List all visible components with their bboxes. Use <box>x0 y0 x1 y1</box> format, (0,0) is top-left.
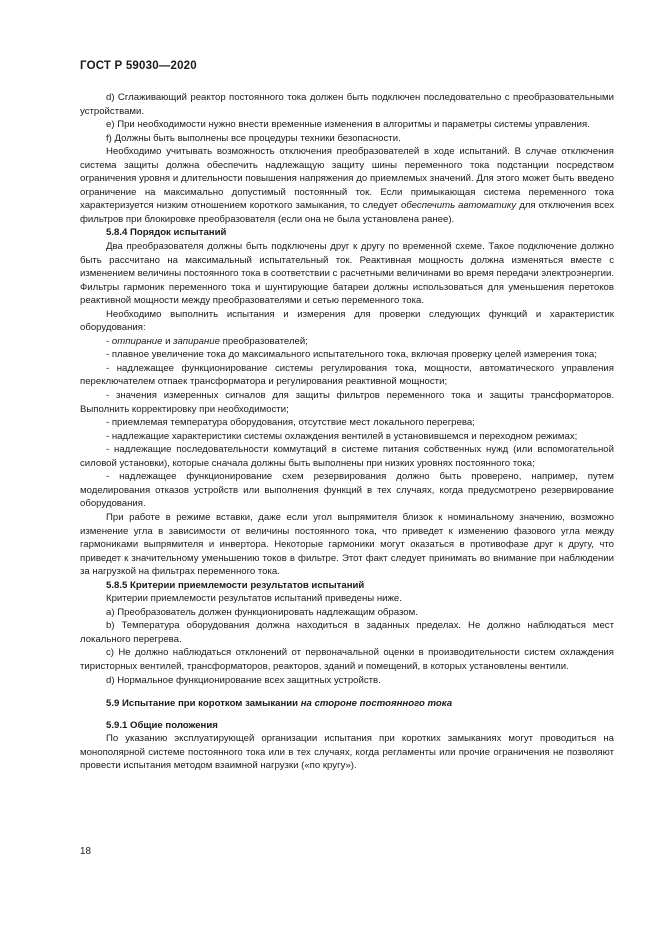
page-number: 18 <box>80 846 91 857</box>
paragraph-converter-disconnection <box>80 145 614 226</box>
list-item: - плавное увеличение тока до максимального испытательного тока, включая проверку целей измерения тока; <box>106 349 597 361</box>
document-header: ГОСТ Р 59030—2020 <box>80 60 197 72</box>
section-title: Критерии приемлемости результатов испытаний <box>130 579 365 591</box>
criteria-item-c: c) Не должно наблюдаться отклонений от первоначальной оценки в производительности систем охлаждения тиристорных вентилей, трансформаторов, реакторов, зданий и помещений, в которых установлены вентили. <box>80 647 614 672</box>
section-number: 5.8.5 <box>106 579 128 591</box>
section-heading-5-9-1 <box>80 719 614 733</box>
paragraph-criteria-intro: Критерии приемлемости результатов испытаний приведены ниже. <box>106 593 402 605</box>
section-title: Общие положения <box>130 719 218 731</box>
list-item: - надлежащее функционирование схем резервирования должно быть проверено, например, путем моделирования отказов устройств или выполнения функций в тех случаях, когда предусмотрено резервирование оборудования. <box>80 471 614 510</box>
document-body <box>80 91 614 773</box>
list-item: - значения измеренных сигналов для защиты фильтров переменного тока и защиты трансформаторов. Выполнить корректировку при необходимости; <box>80 390 614 415</box>
text-run: преобразователей; <box>219 335 308 347</box>
section-number: 5.9 <box>106 698 120 710</box>
text-run: Необходимо учитывать возможность отключения преобразователей в ходе испытаний. В случае отключения система защиты должна обеспечить надлежащую защиту шины переменного тока подстанции посредством ограничения уровня и длительности повышения напряжения до приемлемых значений. Для этого может быть введено ограничение на максимально допустимый постоянный ток. Если примыкающая система переменного тока характеризуется низким отношением короткого замыкания, то следует <box>80 146 614 212</box>
section-title: Порядок испытаний <box>130 227 227 239</box>
list-item: - приемлемая температура оборудования, отсутствие мест локального перегрева; <box>106 417 475 429</box>
section-title-emphasis: на стороне постоянного тока <box>300 698 453 710</box>
criteria-item-d: d) Нормальное функционирование всех защитных устройств. <box>106 674 381 686</box>
criteria-item-a: a) Преобразователь должен функционировать надлежащим образом. <box>106 606 418 618</box>
paragraph-test-functions-intro: Необходимо выполнить испытания и измерения для проверки следующих функций и характеристик оборудования: <box>80 308 614 334</box>
section-heading-5-8-5 <box>80 579 614 593</box>
section-title: Испытание при коротком замыкании <box>122 698 299 710</box>
text-run: для отключения всех фильтров при блокировке преобразователя (если она не была установлена ранее). <box>80 200 614 225</box>
emphasis-text: обеспечить автоматику <box>400 200 517 212</box>
section-heading-5-8-4 <box>80 226 614 240</box>
criteria-item-b: b) Температура оборудования должна находиться в заданных пределах. Не должно наблюдаться мест локального перегрева. <box>80 620 614 645</box>
paragraph-item-d: d) Сглаживающий реактор постоянного тока должен быть подключен последовательно с преобразовательными устройствами. <box>80 92 614 117</box>
list-item: - надлежащее функционирование системы регулирования тока, мощности, автоматического управления переключателем отпаек трансформатора и регулирования реактивной мощности; <box>80 362 614 388</box>
emphasis-text: отпирание <box>111 335 163 347</box>
paragraph-item-f: f) Должны быть выполнены все процедуры техники безопасности. <box>106 132 401 144</box>
text-run: и <box>162 335 174 347</box>
section-heading-5-9 <box>80 697 614 711</box>
list-item <box>80 335 614 349</box>
paragraph-short-circuit-general: По указанию эксплуатирующей организации испытания при коротких замыканиях могут проводиться на монополярной системе постоянного тока или в тех случаях, когда регламенты или прочие ограничения не позволяют провести испытания методом взаимной нагрузки («по кругу»). <box>80 733 614 772</box>
list-item: - надлежащие последовательности коммутаций в системе питания собственных нужд (или вспомогательной силовой установки), которые сначала должны быть выполнены при низких уровнях постоянного тока; <box>80 444 614 469</box>
section-number: 5.9.1 <box>106 719 128 731</box>
list-dash: - <box>106 335 112 347</box>
list-item: - надлежащие характеристики системы охлаждения вентилей в установившемся и переходном режимах; <box>106 430 578 442</box>
section-number: 5.8.4 <box>106 227 128 239</box>
paragraph-insertion-mode: При работе в режиме вставки, даже если угол выпрямителя близок к номинальному значению, возможно изменение угла в зависимости от величины постоянного тока, что приведет к изменению фазового угла между гармониками выпрямителя и инвертора. Некоторые гармоники могут оказаться в противофазе друг к другу, что приведет к значительному уменьшению токов в фильтре. Этот факт следует принимать во внимание при наблюдении за нагрузкой на фильтрах переменного тока. <box>80 511 614 578</box>
paragraph-item-e: e) При необходимости нужно внести временные изменения в алгоритмы и параметры системы управления. <box>106 119 590 131</box>
emphasis-text: запирание <box>173 335 220 347</box>
paragraph-test-procedure: Два преобразователя должны быть подключены друг к другу по временной схеме. Такое подключение должно быть рассчитано на максимальный испытательный ток. Реактивная мощность должна изменяться вместе с изменением величины постоянного тока в соответствии с расчетными величинами во время передачи электроэнергии. Фильтры гармоник переменного тока и шунтирующие батареи должны использоваться для уменьшения перетоков реактивной мощности между преобразователями и сетью переменного тока. <box>80 241 614 307</box>
